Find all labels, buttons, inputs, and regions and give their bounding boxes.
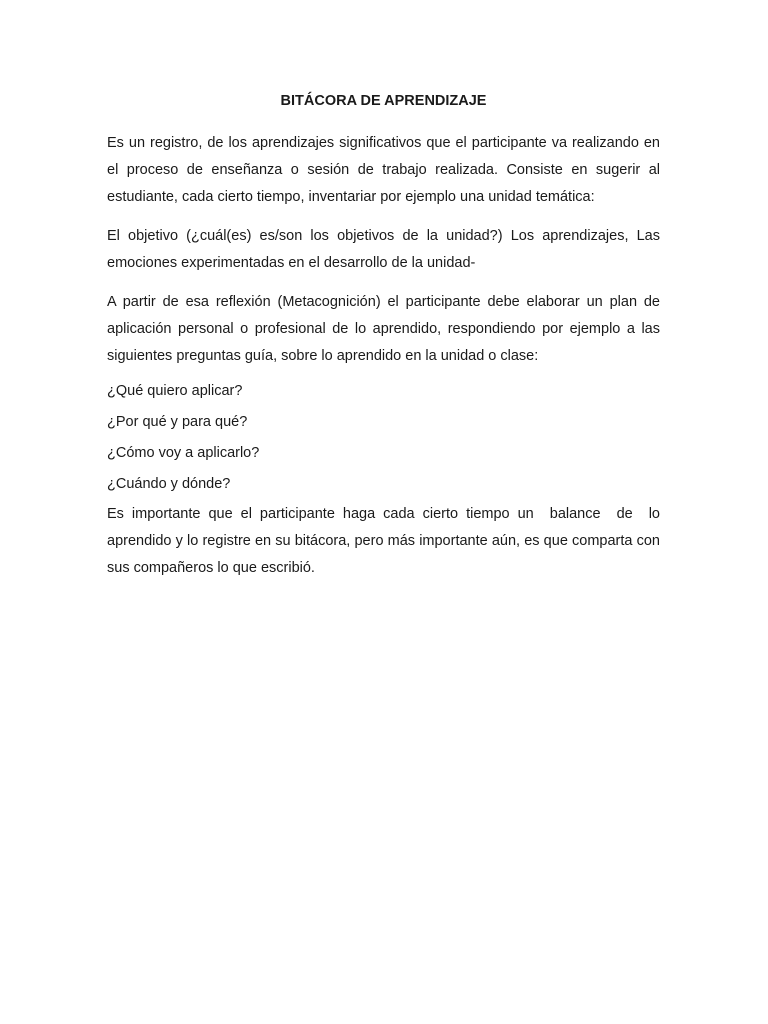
- paragraph-definition: Es un registro, de los aprendizajes significativos que el participante va realizando en el proceso de enseñanza o sesión de trabajo realizada. Consiste en sugerir al estudiante, cada cierto tiempo, inventariar por ejemplo una unidad temática:: [107, 135, 660, 205]
- guide-question: ¿Cuándo y dónde?: [107, 476, 231, 492]
- guide-question: ¿Por qué y para qué?: [107, 414, 248, 430]
- document-page: [107, 92, 665, 594]
- document-title: BITÁCORA DE APRENDIZAJE: [280, 93, 487, 109]
- guide-question: ¿Qué quiero aplicar?: [107, 383, 243, 399]
- guide-question: ¿Cómo voy a aplicarlo?: [107, 445, 260, 461]
- paragraph-reflection: A partir de esa reflexión (Metacognición) el participante debe elaborar un plan de aplicación personal o profesional de lo aprendido, respondiendo por ejemplo a las siguientes preguntas guía, sobre lo aprendido en la unidad o clase:: [107, 294, 660, 364]
- paragraph-closing: Es importante que el participante haga cada cierto tiempo un balance de lo aprendido y lo registre en su bitácora, pero más importante aún, es que comparta con sus compañeros lo que escribió.: [107, 506, 665, 576]
- paragraph-objective: El objetivo (¿cuál(es) es/son los objetivos de la unidad?) Los aprendizajes, Las emociones experimentadas en el desarrollo de la unidad-: [107, 228, 660, 271]
- guide-questions-list: [107, 382, 660, 493]
